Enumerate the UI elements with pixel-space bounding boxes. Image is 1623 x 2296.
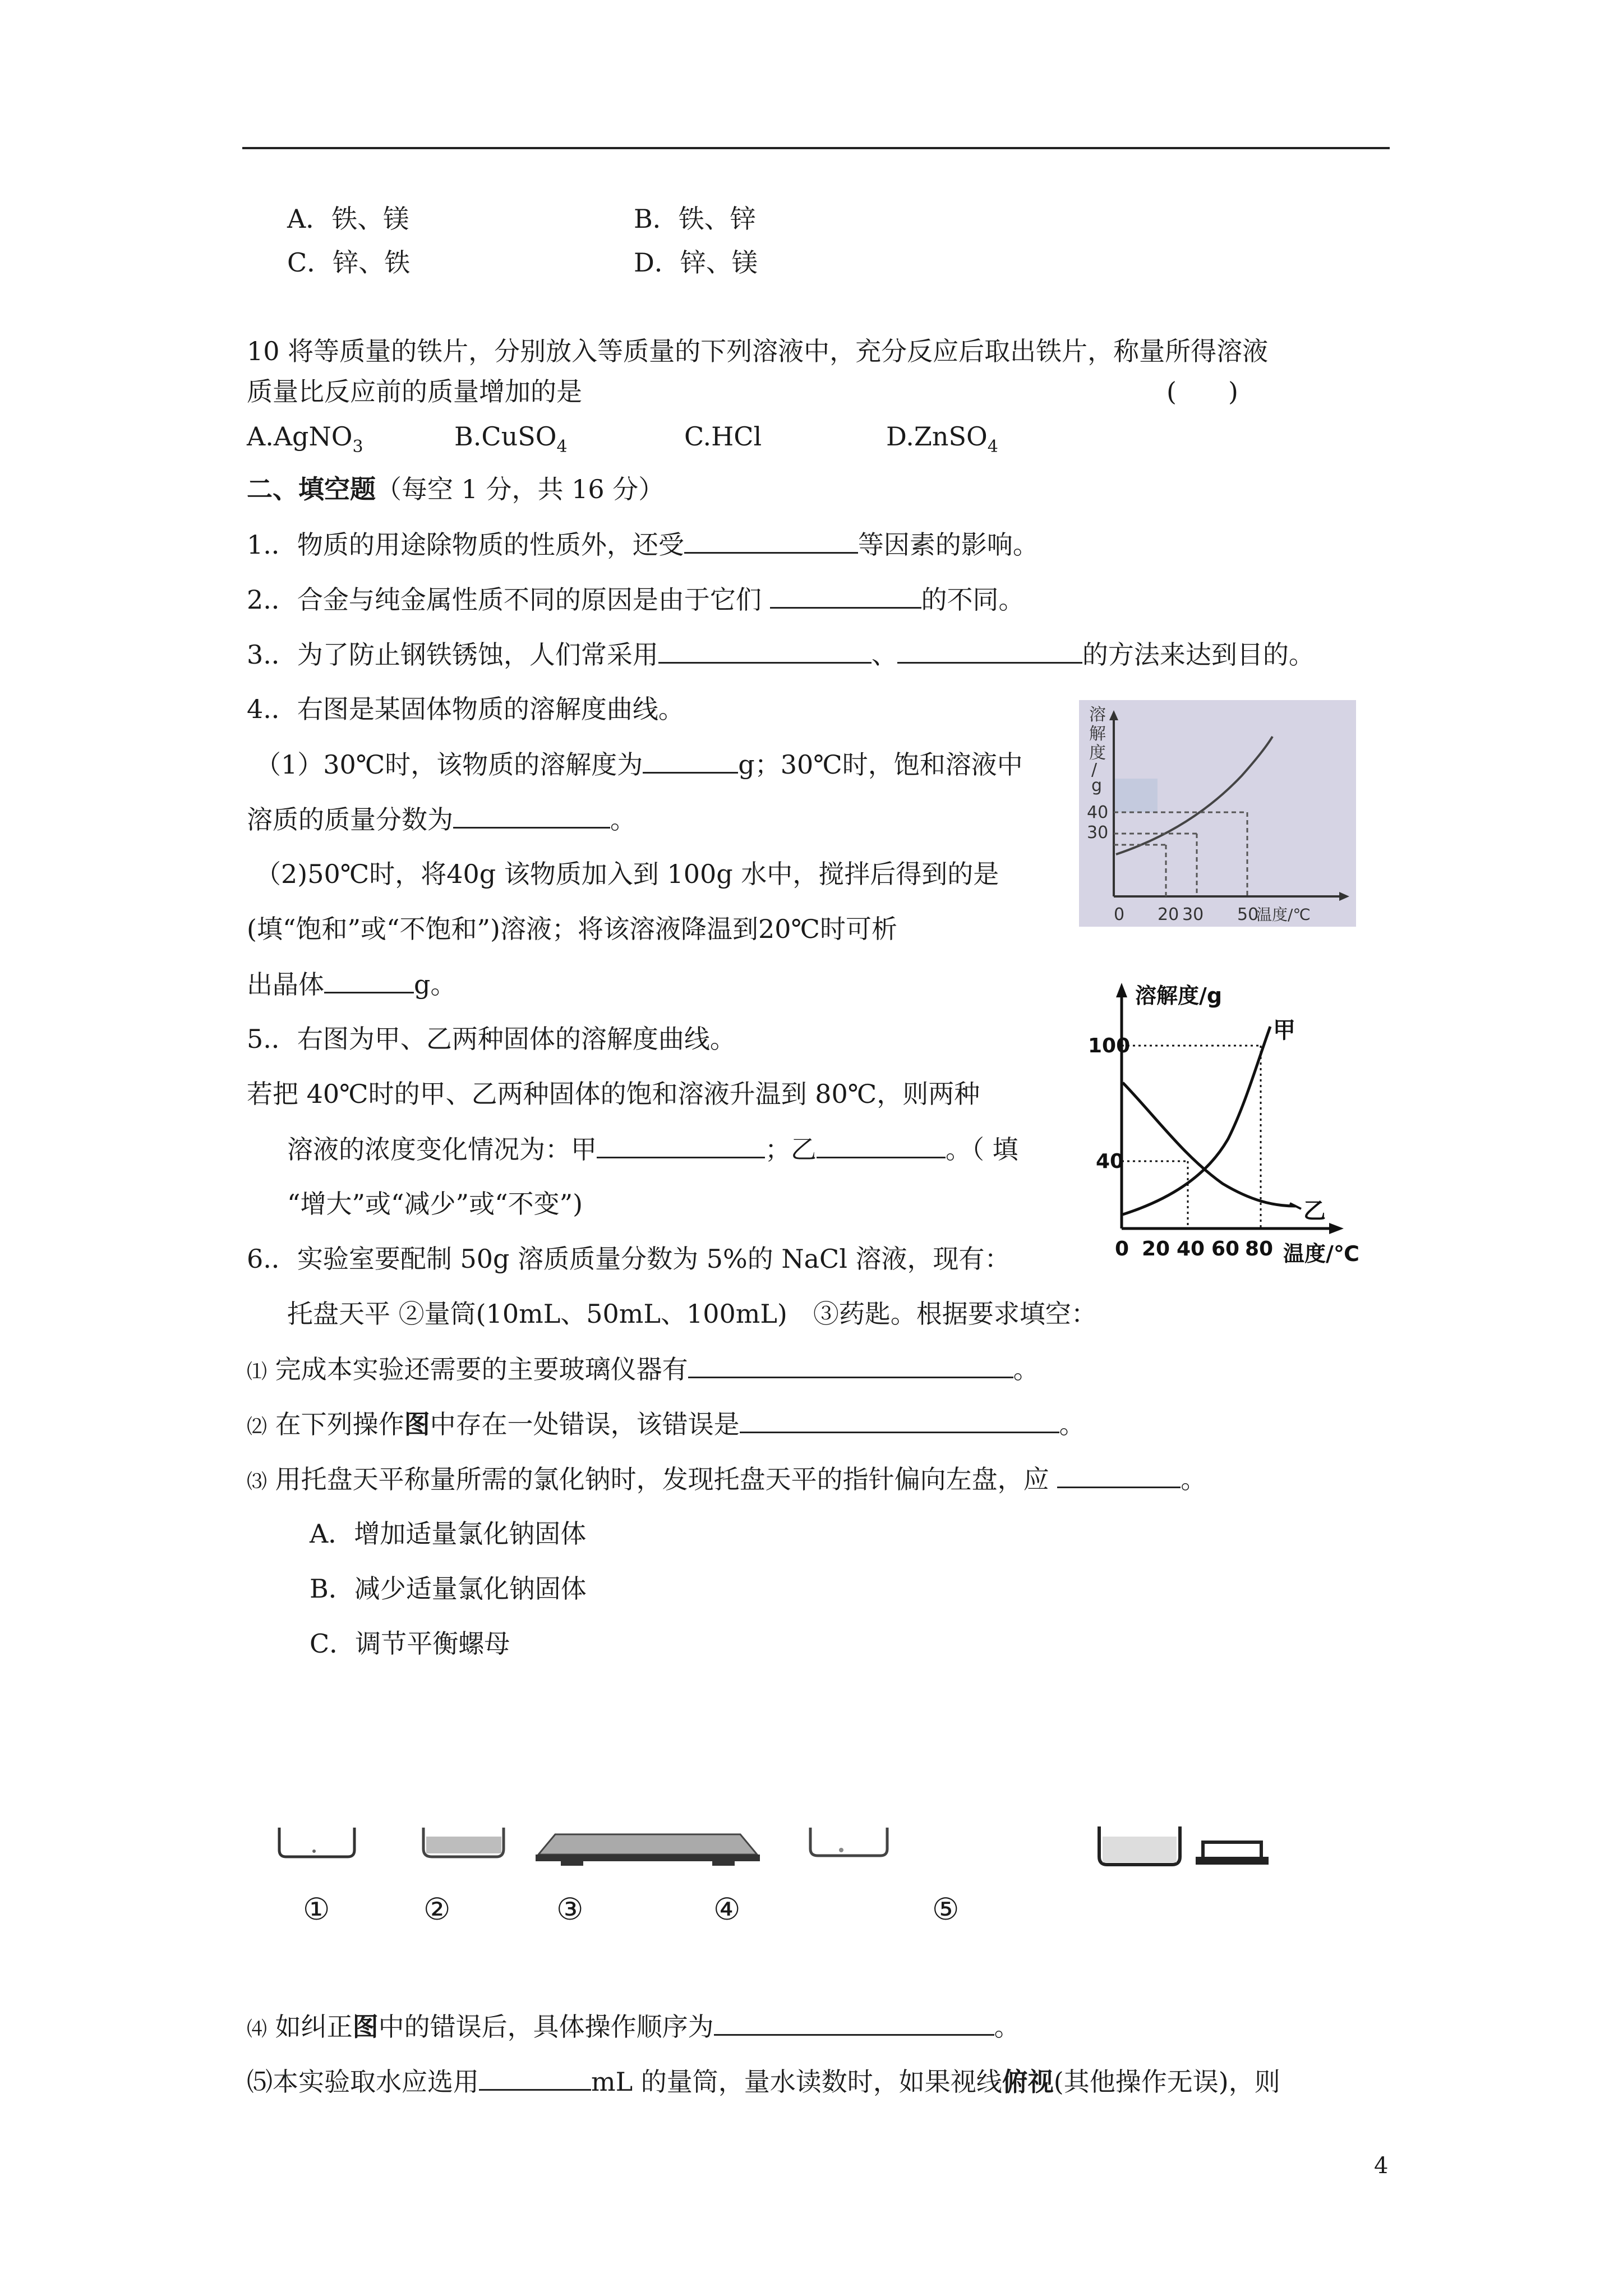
q5-line2: 若把 40℃时的甲、乙两种固体的饱和溶液升温到 80℃，则两种 [247,1079,980,1109]
step-label-4: ④ [713,1892,741,1927]
q2-answer-blank[interactable] [770,581,921,609]
q10-option-d: D.ZnSO$_4$ [886,421,998,457]
section-2-heading: 二、填空题（每空 1 分，共 16 分） [247,474,665,504]
figure-2-xtick: 80 [1245,1237,1274,1260]
step-1-beaker-icon [279,1828,354,1857]
q6-s3-option-b: B．减少适量氯化钠固体 [310,1573,587,1604]
step-label-2: ② [423,1892,451,1927]
q5-jia-change-blank[interactable] [597,1131,765,1158]
q3-answer-blank-2[interactable] [897,636,1082,664]
q6-line2: 托盘天平 ②量筒(10mL、50mL、100mL) ③药匙。根据要求填空： [287,1299,1097,1329]
q6-subquestion-5: ⑸本实验取水应选用 mL 的量筒，量水读数时，如果视线俯视(其他操作无误)，则 [247,2063,1280,2100]
step-5-beaker-icon [1099,1826,1180,1865]
q1-answer-blank[interactable] [684,526,858,554]
figure-2-xlabel: 温度/℃ [1283,1241,1359,1266]
q10-line2: 质量比反应前的质量增加的是 [247,376,582,407]
q10-option-a: A.AgNO$_3$ [247,421,363,457]
figure-1-xtick: 30 [1182,905,1204,924]
question-2: 2.．合金与纯金属性质不同的原因是由于它们 的不同。 [247,581,1025,618]
step-3-balance-icon [536,1834,760,1866]
q4-part2-line1: （2)50℃时，将40g 该物质加入到 100g 水中，搅拌后得到的是 [255,859,999,889]
q6-s5-blank[interactable] [479,2063,591,2091]
page-number: 4 [1374,2153,1389,2179]
figure-2-series-jia-label: 甲 [1273,1018,1295,1043]
operation-steps-figure [269,1818,1391,1868]
q6-subquestion-1: ⑴ 完成本实验还需要的主要玻璃仪器有 。 [247,1351,1039,1390]
solubility-curve-figure-2 [1088,976,1402,1279]
q9-option-d: D．锌、镁 [634,247,758,278]
q4-part1-line1: （1）30℃时，该物质的溶解度为 g；30℃时，饱和溶液中 [255,746,1023,783]
q5-line4: “增大”或“减少”或“不变”) [287,1189,583,1219]
q10-option-c: C.HCl [684,421,762,452]
figure-1-xtick: 20 [1158,905,1179,924]
step-2-beaker-icon [423,1828,504,1857]
figure-2-ylabel: 溶解度/g [1135,983,1223,1008]
q6-subquestion-2: ⑵ 在下列操作图中存在一处错误，该错误是 。 [247,1406,1085,1445]
question-3: 3.．为了防止钢铁锈蚀，人们常采用 、 的方法来达到目的。 [247,636,1315,673]
q6-s3-option-a: A．增加适量氯化钠固体 [310,1519,587,1549]
q4-part2-line2: (填“饱和”或“不饱和”)溶液；将该溶液降温到20℃时可析 [247,914,897,944]
q6-s1-blank[interactable] [688,1351,1013,1378]
q4-solubility-blank[interactable] [643,746,738,774]
figure-1-ylabel-char: / [1091,760,1098,780]
figure-2-jia-curve [1123,1027,1270,1214]
q6-subquestion-4: ⑷ 如纠正图中的错误后，具体操作顺序为 。 [247,2008,1020,2047]
figure-1-xtick: 50 [1237,905,1259,924]
figure-2-xtick: 0 [1115,1237,1129,1260]
q3-answer-blank-1[interactable] [658,636,872,664]
step-label-3: ③ [556,1892,584,1927]
q9-option-c: C．锌、铁 [287,247,411,278]
q6-s3-option-c: C．调节平衡螺母 [310,1628,510,1659]
q4-crystal-mass-blank[interactable] [324,966,414,993]
q10-answer-paren: ( ) [1166,376,1238,407]
figure-2-yi-curve [1123,1083,1295,1206]
q5-line3: 溶液的浓度变化情况为：甲 ；乙 。（ 填 [287,1131,1018,1167]
figure-2-xtick: 60 [1211,1237,1240,1260]
q4-title: 4.．右图是某固体物质的溶解度曲线。 [247,694,684,724]
figure-2-xtick: 20 [1142,1237,1170,1260]
figure-1-ylabel-char: g [1091,776,1103,795]
figure-1-ylabel-char: 溶 [1089,705,1106,725]
step-label-1: ① [303,1892,330,1927]
step-label-5: ⑤ [932,1892,960,1927]
q5-title: 5.．右图为甲、乙两种固体的溶解度曲线。 [247,1024,736,1054]
q4-mass-fraction-blank[interactable] [453,801,610,829]
figure-1-ytick: 40 [1087,803,1109,822]
figure-1-background [1079,700,1356,927]
question-1: 1.．物质的用途除物质的性质外，还受 等因素的影响。 [247,526,1039,563]
q6-s3-blank[interactable] [1057,1461,1181,1488]
figure-2-series-yi-label: 乙 [1303,1198,1326,1224]
figure-1-xlabel: 温度/℃ [1256,905,1311,924]
q10-option-b: B.CuSO$_4$ [454,421,568,457]
figure-2-xtick: 40 [1177,1237,1205,1260]
q4-part1-line2: 溶质的质量分数为 。 [247,801,636,838]
figure-1-ytick: 30 [1087,823,1109,843]
q6-subquestion-3: ⑶ 用托盘天平称量所需的氯化钠时，发现托盘天平的指针偏向左盘，应 。 [247,1461,1206,1500]
step-4-beaker-icon [810,1828,887,1856]
solubility-curve-figure-1 [1079,700,1356,927]
figure-1-xtick: 0 [1114,905,1125,924]
q10-line1: 10 将等质量的铁片，分别放入等质量的下列溶液中，充分反应后取出铁片，称量所得溶液 [247,336,1269,366]
figure-1-ylabel-char: 解 [1089,724,1106,744]
header-rule [242,147,1390,149]
step-5-lid-icon [1196,1842,1269,1865]
q9-option-a: A．铁、镁 [287,204,409,234]
q5-yi-change-blank[interactable] [817,1131,946,1158]
q6-title: 6.．实验室要配制 50g 溶质质量分数为 5%的 NaCl 溶液，现有： [247,1244,1011,1274]
figure-2-ytick: 100 [1088,1034,1131,1057]
q6-s4-blank[interactable] [714,2008,994,2036]
figure-2-ytick: 40 [1096,1150,1124,1173]
q4-part2-line3: 出晶体 g。 [247,966,456,1002]
q9-option-b: B．铁、锌 [634,204,756,234]
figure-1-ylabel-char: 度 [1089,743,1106,763]
q6-s2-blank[interactable] [740,1406,1059,1433]
